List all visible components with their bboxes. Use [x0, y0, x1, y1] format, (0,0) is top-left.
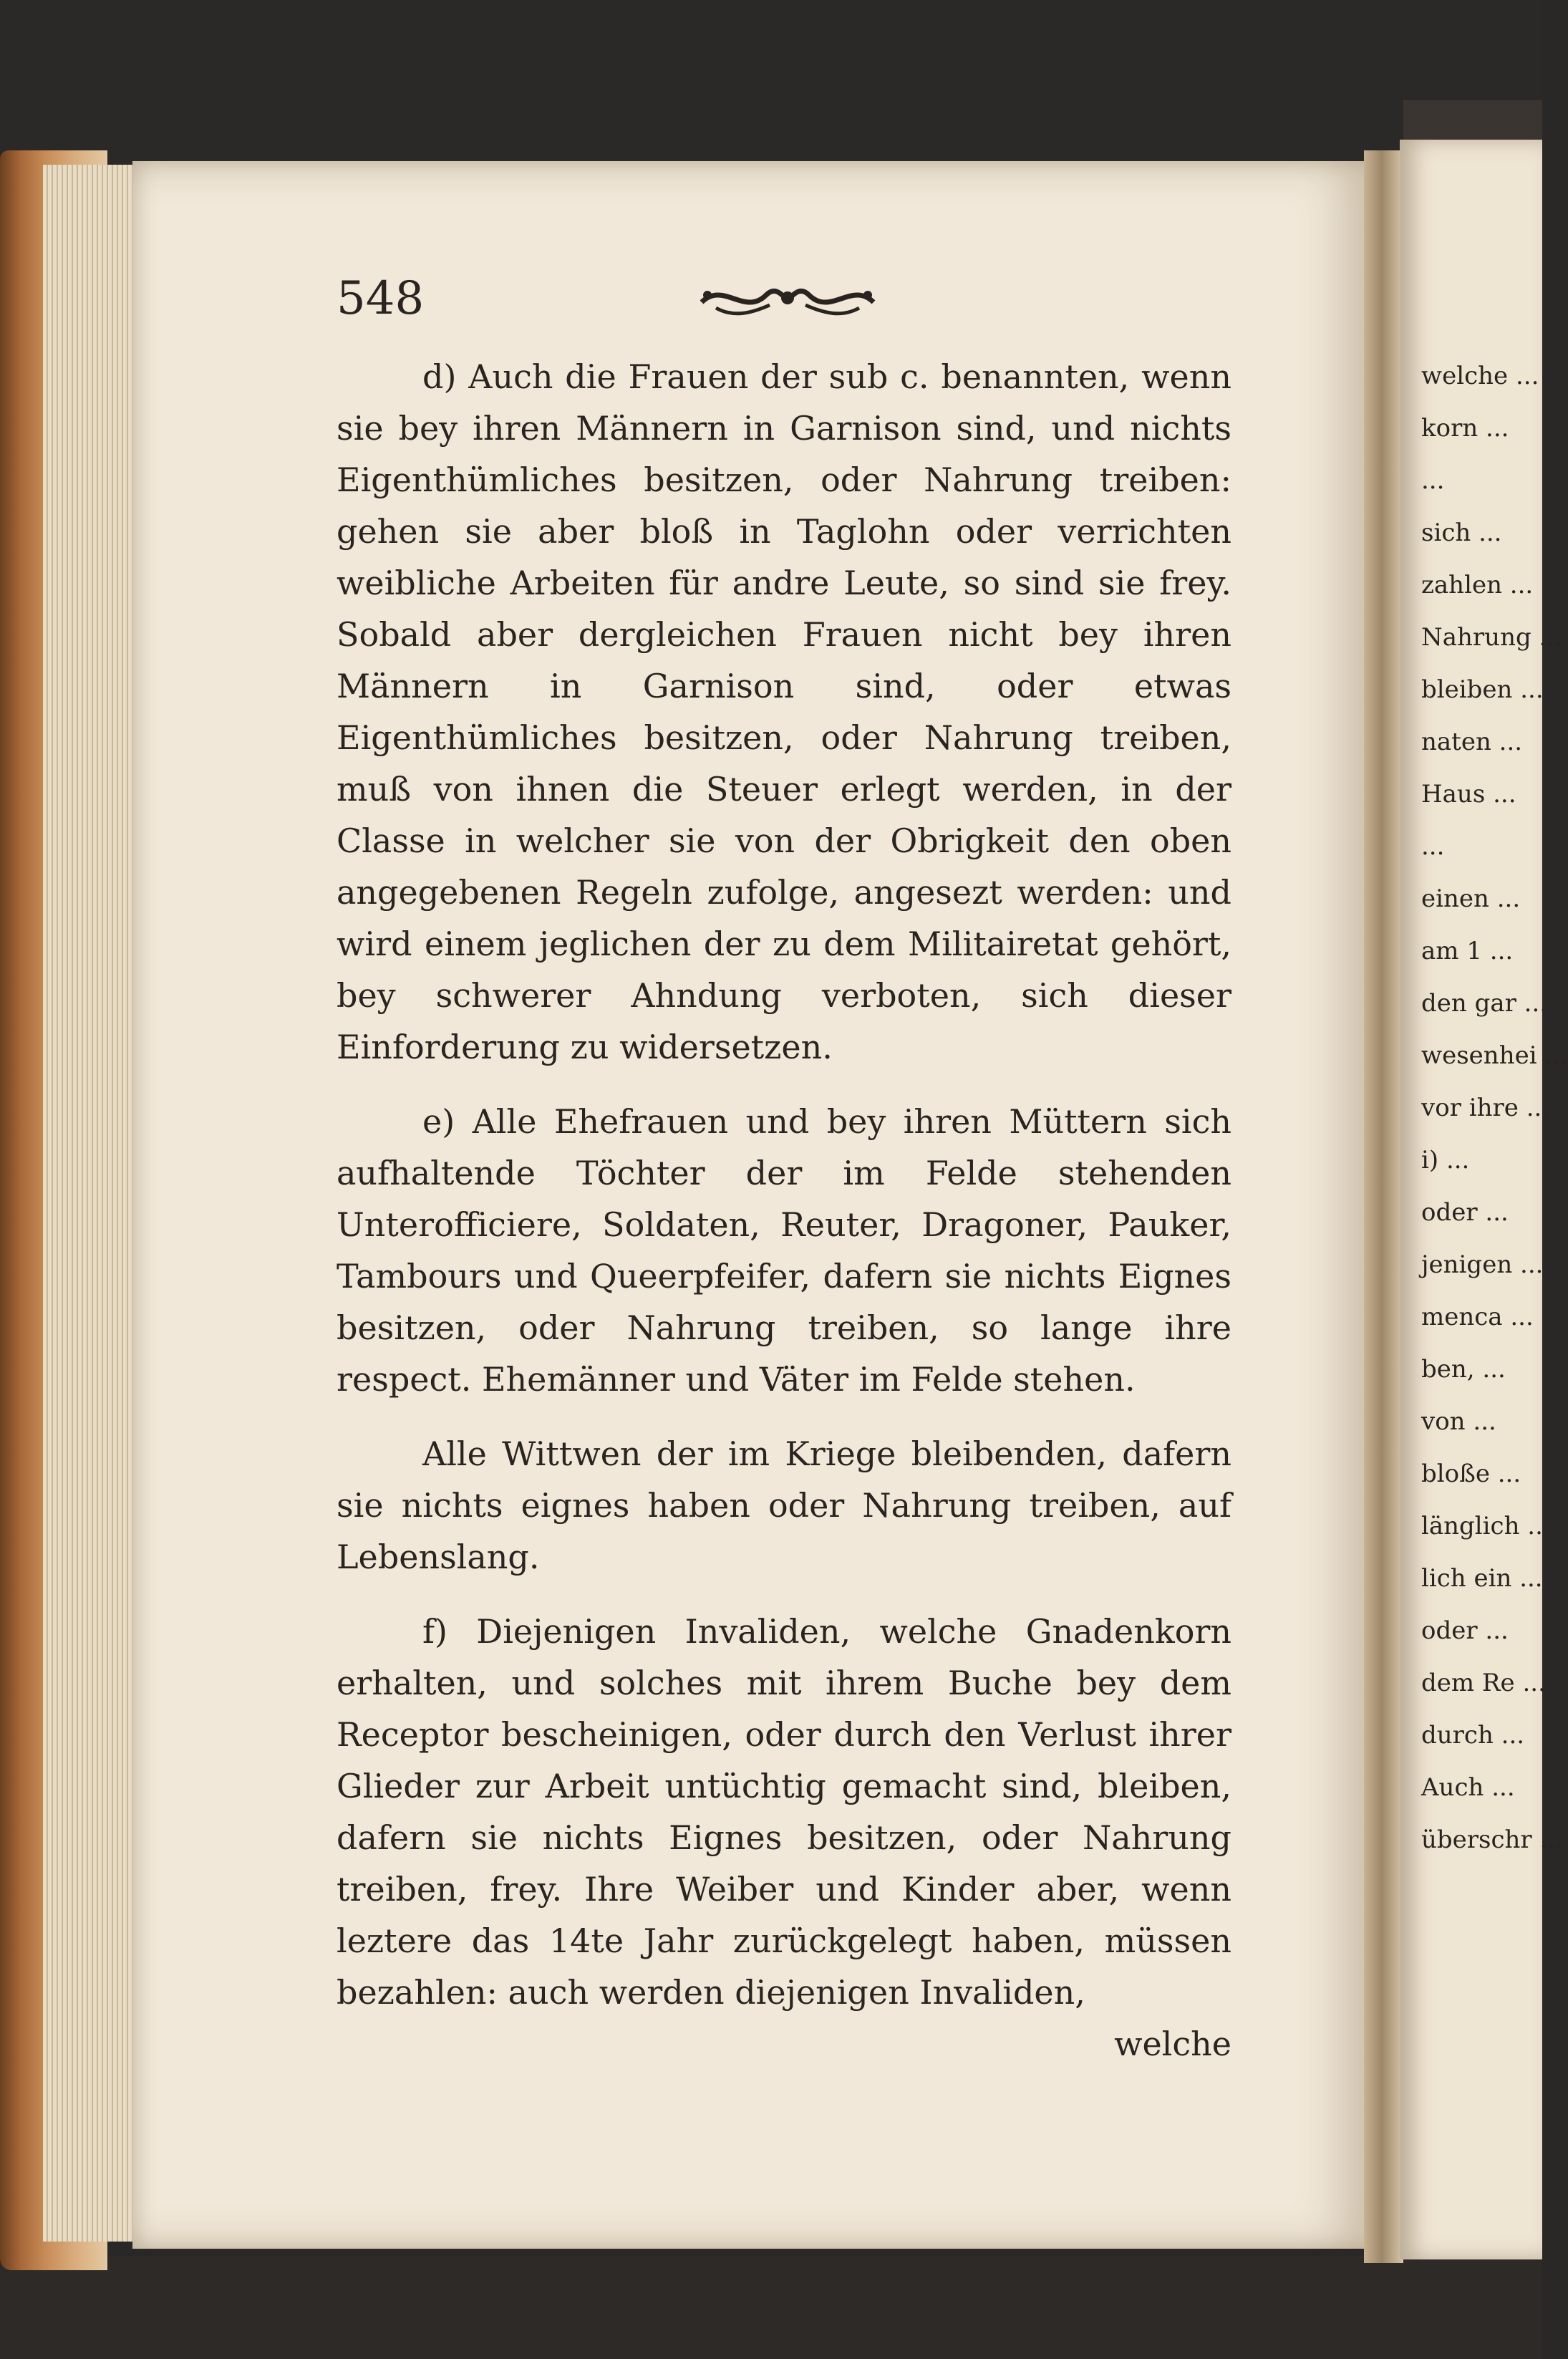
paragraph-d: d) Auch die Frauen der sub c. benannten, wenn sie bey ihren Männern in Garnison sind, und nichts Eigenthümliches besitzen, oder Nahrung treiben: gehen sie aber bloß in Taglohn oder verrichten weibliche Arbeiten für andre Leute, so sind sie frey. Sobald aber dergleichen Frauen nicht bey ihren Männern in Garnison sind, oder etwas Eigenthümliches besitzen, oder Nahrung treiben, muß von ihnen die Steuer erlegt werden, in der Classe in welcher sie von der Obrigkeit den oben angegebenen Regeln zufolge, angesezt werden: und wird einem jeglichen der zu dem Militairetat gehört, bey schwerer Ahndung verboten, sich dieser Einforderung zu widersetzen.: [337, 357, 1231, 1066]
ornament-icon: [695, 274, 881, 325]
facing-page-line: korn ...: [1421, 414, 1509, 443]
paragraph-e: e) Alle Ehefrauen und bey ihren Müttern sich aufhaltende Töchter der im Felde stehenden Unterofficiere, Soldaten, Reuter, Dragoner, Pauker, Tambours und Queerpfeifer, dafern sie nichts Eignes besitzen, oder Nahrung treiben, so lange ihre respect. Ehemänner und Väter im Felde stehen.: [337, 1102, 1231, 1399]
page-edges: [43, 165, 143, 2242]
facing-page-line: ...: [1421, 466, 1445, 495]
facing-page-line: welche ...: [1421, 362, 1539, 390]
facing-page-line: länglich ...: [1421, 1512, 1551, 1540]
facing-page-line: bloße ...: [1421, 1460, 1521, 1488]
facing-page-line: i) ...: [1421, 1146, 1470, 1174]
facing-page-line: einen ...: [1421, 884, 1521, 913]
background-bottom: [0, 2256, 1542, 2359]
facing-page-line: dem Re ...: [1421, 1669, 1546, 1697]
facing-page-line: wesenhei ...: [1421, 1041, 1568, 1070]
facing-page-line: lich ein ...: [1421, 1564, 1543, 1593]
facing-page-line: durch ...: [1421, 1721, 1525, 1750]
facing-page-line: oder ...: [1421, 1198, 1509, 1227]
facing-page-line: sich ...: [1421, 518, 1502, 547]
facing-page-line: Nahrung ...: [1421, 623, 1562, 652]
facing-page-line: ...: [1421, 832, 1445, 861]
page-body: [337, 351, 1231, 2070]
facing-page-line: zahlen ...: [1421, 571, 1534, 599]
facing-page-line: am 1 ...: [1421, 937, 1514, 965]
facing-page-line: menca ...: [1421, 1303, 1534, 1331]
background-top: [0, 0, 1542, 165]
page-number: 548: [337, 272, 425, 325]
facing-page-line: von ...: [1421, 1407, 1496, 1436]
facing-page-line: jenigen ...: [1421, 1250, 1544, 1279]
book-gutter: [1364, 150, 1403, 2263]
facing-page-line: ben, ...: [1421, 1355, 1506, 1384]
facing-page-line: vor ihre ...: [1421, 1094, 1550, 1122]
facing-page-line: Auch ...: [1421, 1773, 1515, 1802]
paragraph-wittwen: Alle Wittwen der im Kriege bleibenden, dafern sie nichts eignes haben oder Nahrung treiben, auf Lebenslang.: [337, 1434, 1231, 1576]
facing-page-line: Haus ...: [1421, 780, 1516, 809]
paragraph-f: f) Diejenigen Invaliden, welche Gnadenkorn erhalten, und solches mit ihrem Buche bey dem Receptor bescheinigen, oder durch den Verlust ihrer Glieder zur Arbeit untüchtig gemacht sind, bleiben, dafern sie nichts Eignes besitzen, oder Nahrung treiben, frey. Ihre Weiber und Kinder aber, wenn leztere das 14te Jahr zurückgelegt haben, müssen bezahlen: auch werden diejenigen Invaliden,: [337, 1612, 1231, 2012]
facing-page-line: bleiben ...: [1421, 675, 1544, 704]
facing-page-line: überschr ...: [1421, 1825, 1563, 1854]
catchword: welche: [1114, 2025, 1231, 2063]
facing-page-line: den gar ...: [1421, 989, 1548, 1018]
facing-page-line: oder ...: [1421, 1616, 1509, 1645]
facing-page-line: naten ...: [1421, 728, 1523, 756]
